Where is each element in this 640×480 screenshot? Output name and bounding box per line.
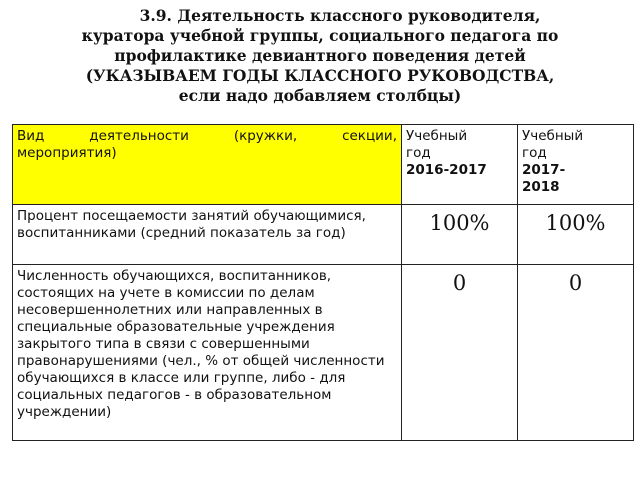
heading-line: (УКАЗЫВАЕМ ГОДЫ КЛАССНОГО РУКОВОДСТВА, — [85, 66, 555, 85]
heading-line: профилактике девиантного поведения детей — [114, 46, 526, 65]
row-label: Численность обучающихся, воспитанников, состоящих на учете в комиссии по делам несовершеннолетних или направленных в специальные образовательные учреждения закрытого типа в связи с совершенными правонарушениями (чел., % от общей численности обучающихся в классе или группе, либо - для социальных педагогов - в образовательном учреждении) — [17, 268, 385, 420]
row-value: 0 — [452, 271, 467, 295]
table-row — [13, 265, 634, 441]
year-label: год — [522, 145, 547, 161]
section-heading — [10, 6, 630, 106]
heading-line: 3.9. Деятельность классного руководителя, — [139, 6, 541, 25]
activity-table — [12, 124, 634, 441]
value-cell — [402, 265, 518, 441]
header-activity-label: мероприятия) — [17, 145, 117, 161]
value-cell — [518, 205, 634, 265]
year-value: 2016-2017 — [406, 162, 487, 178]
year-label: Учебный — [522, 128, 584, 144]
year-label: Учебный — [406, 128, 468, 144]
header-activity-cell — [13, 125, 402, 205]
row-value: 100% — [429, 211, 490, 235]
year-value: 2018 — [522, 179, 560, 195]
row-label: Процент посещаемости занятий обучающимися, воспитанниками (средний показатель за год) — [17, 208, 366, 241]
heading-line: куратора учебной группы, социального педагога по — [81, 26, 559, 45]
header-year-cell — [518, 125, 634, 205]
table-header-row — [13, 125, 634, 205]
header-year-cell — [402, 125, 518, 205]
row-value: 0 — [568, 271, 583, 295]
row-value: 100% — [545, 211, 606, 235]
heading-line: если надо добавляем столбцы) — [178, 86, 462, 105]
row-label-cell — [13, 265, 402, 441]
table-row — [13, 205, 634, 265]
value-cell — [518, 265, 634, 441]
header-activity-label: Вид деятельности (кружки, секции, — [17, 128, 397, 144]
year-label: год — [406, 145, 431, 161]
value-cell — [402, 205, 518, 265]
row-label-cell — [13, 205, 402, 265]
year-value: 2017- — [522, 162, 566, 178]
